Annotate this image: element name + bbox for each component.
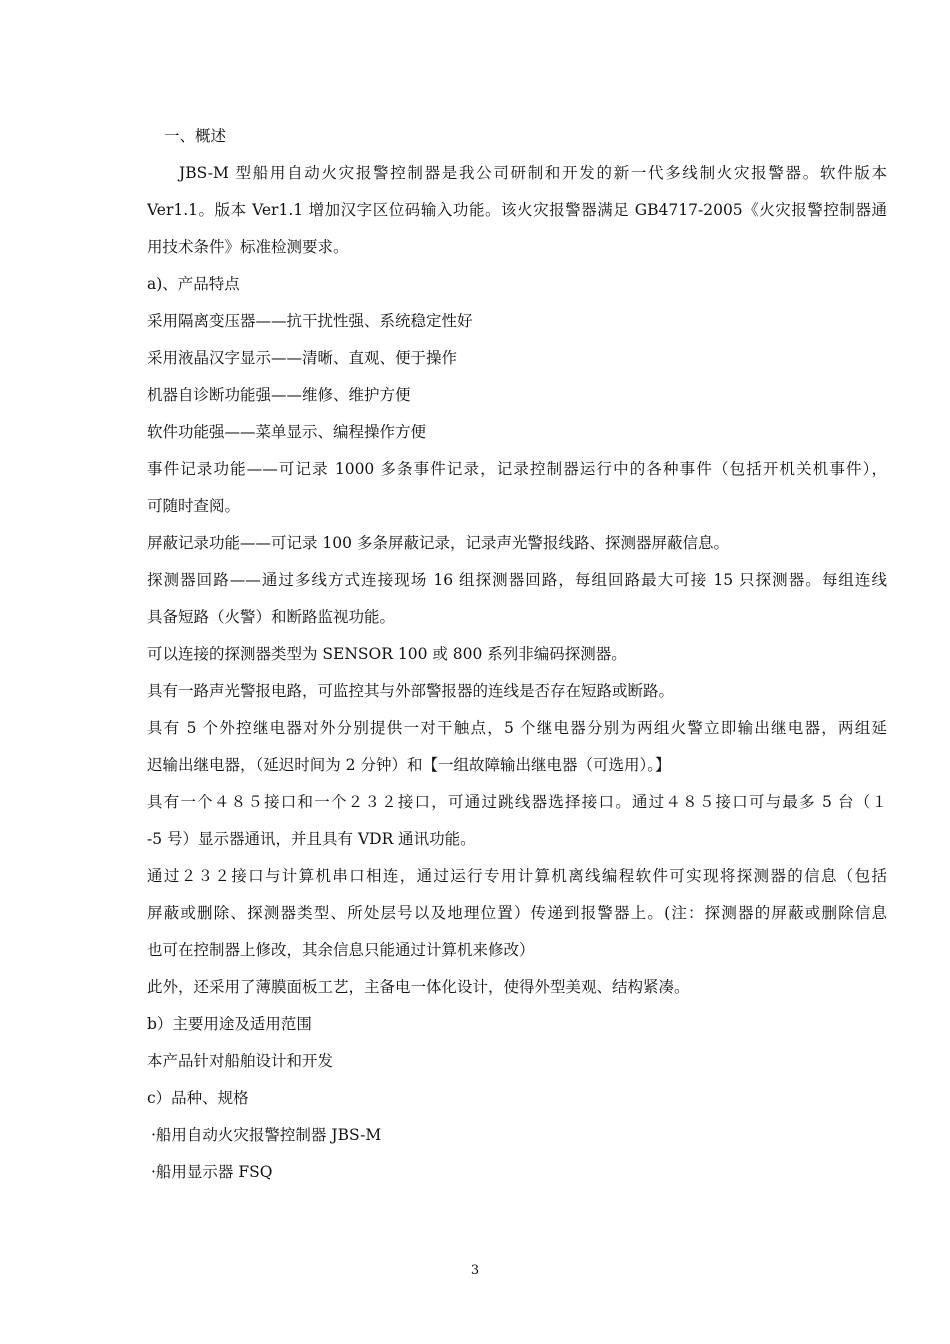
detail-serial-line-3: 也可在控制器上修改，其余信息只能通过计算机来修改） xyxy=(147,941,535,959)
usage-text: 本产品针对船舶设计和开发 xyxy=(147,1052,334,1070)
detail-detector-type: 可以连接的探测器类型为 SENSOR 100 或 800 系列非编码探测器。 xyxy=(147,645,627,663)
detail-relay-line-1: 具有 5 个外控继电器对外分别提供一对干触点，5 个继电器分别为两组火警立即输出继电器，两组延 xyxy=(147,719,887,737)
detail-interface-line-1: 具有一个４８５接口和一个２３２接口，可通过跳线器选择接口。通过４８５接口可与最多 5 台（１ xyxy=(147,793,887,811)
detail-serial-line-2: 屏蔽或删除、探测器类型、所处层号以及地理位置）传递到报警器上。(注：探测器的屏蔽或删除信息 xyxy=(147,904,887,922)
feature-item: 软件功能强——菜单显示、编程操作方便 xyxy=(147,423,427,441)
detail-event-record-line-2: 可随时查阅。 xyxy=(147,497,241,515)
detail-alarm-circuit: 具有一路声光警报电路，可监控其与外部警报器的连线是否存在短路或断路。 xyxy=(147,682,675,700)
features-heading: a)、产品特点 xyxy=(147,275,240,293)
intro-line-2: Ver1.1。版本 Ver1.1 增加汉字区位码输入功能。该火灾报警器满足 GB4717-2005《火灾报警控制器通 xyxy=(147,201,887,219)
detail-membrane-panel: 此外，还采用了薄膜面板工艺，主备电一体化设计，使得外型美观、结构紧凑。 xyxy=(147,978,690,996)
feature-item: 采用液晶汉字显示——清晰、直观、便于操作 xyxy=(147,349,458,367)
document-body xyxy=(147,118,887,1191)
intro-line-1: JBS-M 型船用自动火灾报警控制器是我公司研制和开发的新一代多线制火灾报警器。软件版本 xyxy=(179,164,887,182)
section-heading: 一、概述 xyxy=(164,127,227,145)
spec-item: ·船用自动火灾报警控制器 JBS-M xyxy=(151,1126,382,1144)
feature-item: 机器自诊断功能强——维修、维护方便 xyxy=(147,386,411,404)
spec-item: ·船用显示器 FSQ xyxy=(151,1163,273,1181)
usage-heading: b）主要用途及适用范围 xyxy=(147,1015,312,1033)
page-number: 3 xyxy=(470,1263,480,1278)
feature-item: 采用隔离变压器——抗干扰性强、系统稳定性好 xyxy=(147,312,473,330)
intro-line-3: 用技术条件》标准检测要求。 xyxy=(147,238,349,256)
specs-heading: c）品种、规格 xyxy=(147,1089,249,1107)
detail-mask-record: 屏蔽记录功能——可记录 100 多条屏蔽记录，记录声光警报线路、探测器屏蔽信息。 xyxy=(147,534,729,552)
detail-detector-loop-line-1: 探测器回路——通过多线方式连接现场 16 组探测器回路，每组回路最大可接 15 只探测器。每组连线 xyxy=(147,571,887,589)
detail-detector-loop-line-2: 具备短路（火警）和断路监视功能。 xyxy=(147,608,396,626)
detail-event-record-line-1: 事件记录功能——可记录 1000 多条事件记录，记录控制器运行中的各种事件（包括开机关机事件）， xyxy=(147,460,887,478)
detail-interface-line-2: -5 号）显示器通讯，并且具有 VDR 通讯功能。 xyxy=(147,830,476,848)
detail-relay-line-2: 迟输出继电器，（延迟时间为 2 分钟）和【一组故障输出继电器（可选用）。】 xyxy=(147,756,671,774)
detail-serial-line-1: 通过２３２接口与计算机串口相连，通过运行专用计算机离线编程软件可实现将探测器的信息（包括 xyxy=(147,867,887,885)
